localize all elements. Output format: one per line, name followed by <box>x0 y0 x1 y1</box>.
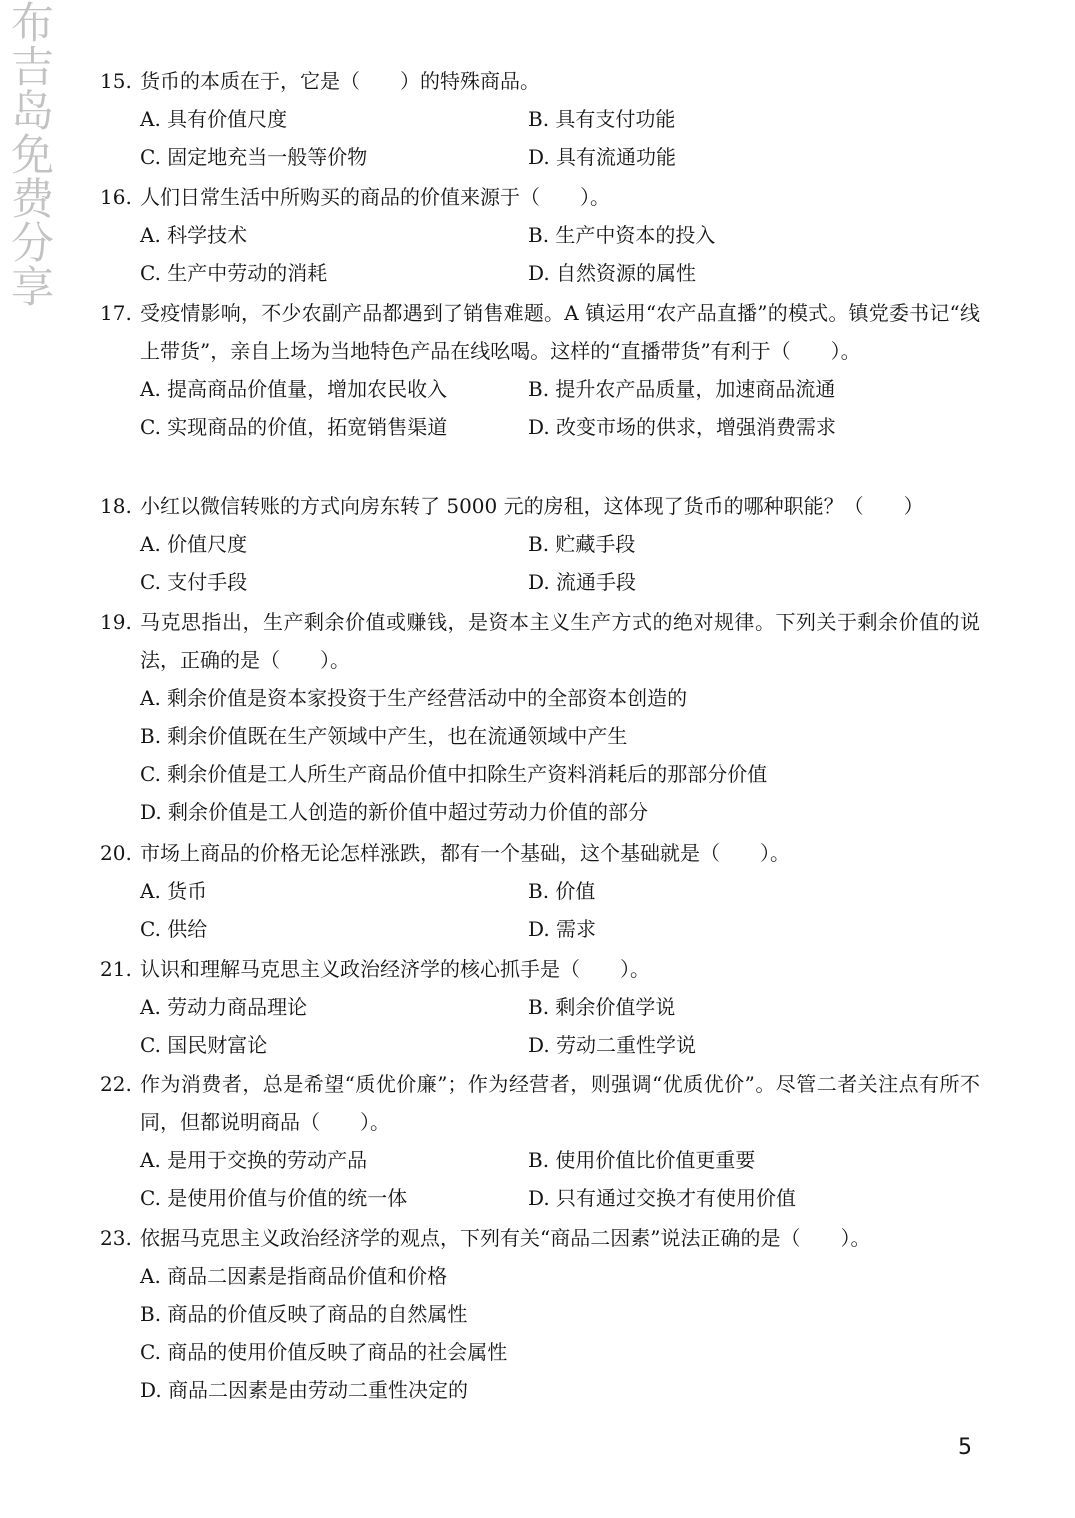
option-a: A. 提高商品价值量，增加农民收入 <box>140 377 448 401</box>
option-d: D. 只有通过交换才有使用价值 <box>528 1186 797 1210</box>
question-stem: 小红以微信转账的方式向房东转了 5000 元的房租，这体现了货币的哪种职能？（ ） <box>140 494 924 518</box>
option-d: D. 流通手段 <box>528 570 637 594</box>
option-c: C. 实现商品的价值，拓宽销售渠道 <box>140 415 448 439</box>
option-b: B. 使用价值比价值更重要 <box>528 1148 756 1172</box>
question-number: 22. <box>100 1072 132 1096</box>
question-stem: 市场上商品的价格无论怎样涨跌，都有一个基础，这个基础就是（ ）。 <box>140 841 790 865</box>
option-c: C. 固定地充当一般等价物 <box>140 145 368 169</box>
option-a: A. 货币 <box>140 879 208 903</box>
option-b: B. 贮藏手段 <box>528 532 636 556</box>
watermark: 布吉岛免费分享 <box>4 0 54 308</box>
option-b: B. 具有支付功能 <box>528 107 676 131</box>
option-c: C. 商品的使用价值反映了商品的社会属性 <box>140 1340 508 1364</box>
question-stem: 人们日常生活中所购买的商品的价值来源于（ ）。 <box>140 185 610 209</box>
option-a: A. 科学技术 <box>140 223 248 247</box>
option-b: B. 生产中资本的投入 <box>528 223 716 247</box>
option-c: C. 是使用价值与价值的统一体 <box>140 1186 408 1210</box>
option-d: D. 需求 <box>528 917 597 941</box>
question-stem: 受疫情影响，不少农副产品都遇到了销售难题。A 镇运用“农产品直播”的模式。镇党委书记“线上带货”，亲自上场为当地特色产品在线吆喝。这样的“直播带货”有利于（ ）。 <box>140 301 980 363</box>
question-stem: 依据马克思主义政治经济学的观点，下列有关“商品二因素”说法正确的是（ ）。 <box>140 1226 871 1250</box>
question-number: 17. <box>100 301 132 325</box>
option-c: C. 国民财富论 <box>140 1033 268 1057</box>
option-c: C. 供给 <box>140 917 208 941</box>
option-d: D. 改变市场的供求，增强消费需求 <box>528 415 837 439</box>
question-number: 23. <box>100 1226 132 1250</box>
question-stem: 货币的本质在于，它是（ ）的特殊商品。 <box>140 69 540 93</box>
option-b: B. 价值 <box>528 879 596 903</box>
question-15 <box>100 62 980 176</box>
option-c: C. 剩余价值是工人所生产商品价值中扣除生产资料消耗后的那部分价值 <box>140 762 768 786</box>
option-b: B. 提升农产品质量，加速商品流通 <box>528 377 836 401</box>
option-a: A. 是用于交换的劳动产品 <box>140 1148 368 1172</box>
option-c: C. 支付手段 <box>140 570 248 594</box>
option-c: C. 生产中劳动的消耗 <box>140 261 328 285</box>
option-d: D. 自然资源的属性 <box>528 261 697 285</box>
option-a: A. 商品二因素是指商品价值和价格 <box>140 1264 448 1288</box>
question-number: 15. <box>100 69 132 93</box>
option-a: A. 剩余价值是资本家投资于生产经营活动中的全部资本创造的 <box>140 686 688 710</box>
option-d: D. 具有流通功能 <box>528 145 677 169</box>
question-21 <box>100 950 980 1064</box>
option-b: B. 商品的价值反映了商品的自然属性 <box>140 1302 468 1326</box>
option-d: D. 商品二因素是由劳动二重性决定的 <box>140 1378 469 1402</box>
question-number: 19. <box>100 610 132 634</box>
option-a: A. 价值尺度 <box>140 532 248 556</box>
option-d: D. 劳动二重性学说 <box>528 1033 697 1057</box>
option-d: D. 剩余价值是工人创造的新价值中超过劳动力价值的部分 <box>140 800 649 824</box>
question-16 <box>100 178 980 292</box>
question-stem: 马克思指出，生产剩余价值或赚钱，是资本主义生产方式的绝对规律。下列关于剩余价值的说法，正确的是（ ）。 <box>140 610 980 672</box>
question-stem: 作为消费者，总是希望“质优价廉”；作为经营者，则强调“优质优价”。尽管二者关注点有所不同，但都说明商品（ ）。 <box>140 1072 980 1134</box>
question-22 <box>100 1065 980 1217</box>
question-18 <box>100 487 980 601</box>
page-number: 5 <box>958 1435 972 1460</box>
question-20 <box>100 834 980 948</box>
question-number: 18. <box>100 494 132 518</box>
question-23 <box>100 1219 980 1409</box>
option-a: A. 具有价值尺度 <box>140 107 288 131</box>
question-number: 21. <box>100 957 132 981</box>
option-b: B. 剩余价值既在生产领域中产生，也在流通领域中产生 <box>140 724 628 748</box>
question-19 <box>100 603 980 831</box>
option-b: B. 剩余价值学说 <box>528 995 676 1019</box>
question-stem: 认识和理解马克思主义政治经济学的核心抓手是（ ）。 <box>140 957 650 981</box>
question-number: 16. <box>100 185 132 209</box>
option-a: A. 劳动力商品理论 <box>140 995 308 1019</box>
question-17 <box>100 294 980 446</box>
question-number: 20. <box>100 841 132 865</box>
